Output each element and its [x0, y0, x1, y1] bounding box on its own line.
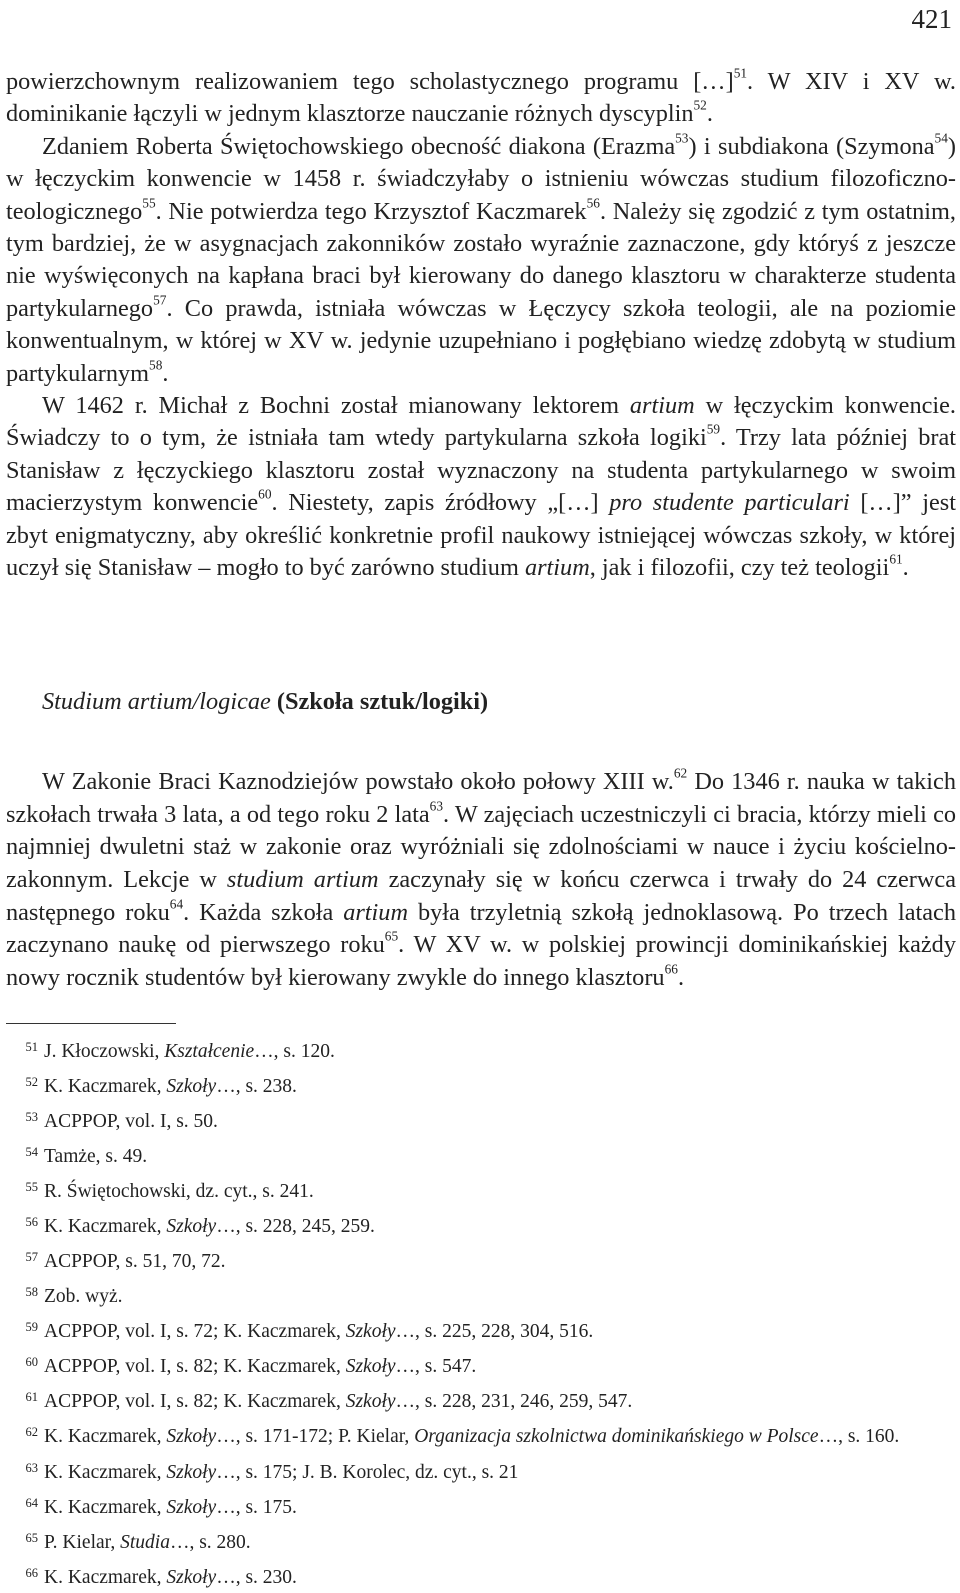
- text: Zdaniem Roberta Świętochowskiego obecność diakona (Erazma: [42, 132, 676, 160]
- footnote-italic: Szkoły: [345, 1356, 396, 1377]
- footnote-text: ACPPOP, vol. I, s. 72; K. Kaczmarek,: [44, 1321, 346, 1342]
- text: ) w łęczyckim konwencie w 1458 r. świadczyłaby o istnieniu wówczas studium filozoficzno-teologicznego: [6, 132, 956, 225]
- footnote-divider: [6, 1023, 176, 1024]
- footnote-text: …, s. 547.: [395, 1356, 477, 1377]
- footnote-ref[interactable]: 63: [429, 798, 444, 814]
- footnote-italic: Kształcenie: [164, 1041, 255, 1062]
- footnote-text: K. Kaczmarek,: [44, 1076, 167, 1097]
- footnote-number: 61: [25, 1390, 38, 1404]
- text: . Niestety, zapis źródłowy „[…]: [271, 489, 610, 517]
- footnote-ref[interactable]: 52: [693, 98, 707, 114]
- text: .: [677, 963, 685, 991]
- text: , jak i filozofii, czy też teologii: [589, 554, 890, 582]
- footnote-text: …, s. 230.: [216, 1566, 297, 1588]
- footnote-ref[interactable]: 59: [706, 422, 721, 438]
- footnote: [6, 1172, 956, 1207]
- text: była trzyletnią szkołą jednoklasową. Po trzech latach zaczynano naukę od pierwszego roku: [6, 898, 956, 959]
- footnote: [6, 1207, 956, 1242]
- footnote-text: …, s. 225, 228, 304, 516.: [395, 1321, 594, 1342]
- text: . W XIV i XV w. dominikanie łączyli w jednym klasztorze nauczanie różnych dyscyplin: [6, 68, 956, 128]
- footnote-text: K. Kaczmarek,: [44, 1216, 167, 1237]
- footnote-ref[interactable]: 56: [586, 195, 600, 211]
- footnote-number: 57: [25, 1250, 38, 1264]
- footnote-text: ACPPOP, vol. I, s. 50.: [44, 1111, 218, 1132]
- section-text: [6, 742, 956, 1019]
- footnote: [6, 1137, 956, 1172]
- text: . Nie potwierdza tego Krzysztof Kaczmarek: [155, 197, 587, 225]
- footnote-italic: Studia: [120, 1531, 170, 1553]
- footnote-ref[interactable]: 54: [934, 130, 948, 146]
- footnote-text: …, s. 228, 231, 246, 259, 547.: [395, 1391, 633, 1412]
- footnote: [6, 1032, 956, 1067]
- page-number: 421: [911, 4, 952, 34]
- footnote-ref[interactable]: 62: [673, 765, 688, 781]
- footnote-text: ACPPOP, s. 51, 70, 72.: [44, 1251, 226, 1272]
- italic-text: studium artium: [226, 866, 379, 894]
- text: powierzchownym realizowaniem tego scholastycznego programu […]: [6, 68, 734, 95]
- text: Do 1346 r. nauka w takich szkołach trwała 3 lata, a od tego roku 2 lata: [6, 768, 956, 828]
- footnote: [6, 1453, 956, 1488]
- footnote-text: R. Świętochowski, dz. cyt., s. 241.: [44, 1181, 314, 1202]
- paragraph-2: [6, 131, 956, 390]
- text: […]” jest zbyt enigmatyczny, aby określić konkretnie profil naukowy istniejącej wówczas szkoły, w której uczył się Stanisław – mogło to być zarówno studium: [6, 489, 956, 582]
- footnote-number: 53: [25, 1110, 38, 1124]
- footnote-text: K. Kaczmarek,: [44, 1426, 167, 1447]
- footnote-ref[interactable]: 58: [149, 357, 163, 373]
- footnote-italic: Szkoły: [345, 1391, 396, 1412]
- footnote-text: …, s. 175.: [216, 1496, 297, 1518]
- text: . Co prawda, istniała wówczas w Łęczycy szkoła teologii, ale na poziomie konwentualnym, w której w XV w. jedynie uzupełniano i pogłębiano wiedzę zdobytą w studium partykularnym: [6, 294, 956, 387]
- text: . Każda szkoła: [183, 898, 344, 926]
- paragraph-1: [6, 66, 956, 131]
- footnote: [6, 1347, 956, 1382]
- footnote-number: 56: [25, 1215, 38, 1229]
- footnote-text: ACPPOP, vol. I, s. 82; K. Kaczmarek,: [44, 1356, 346, 1377]
- footnote-number: 51: [25, 1040, 38, 1054]
- footnote-number: 65: [25, 1530, 38, 1545]
- main-text: [6, 66, 956, 585]
- footnote-text: P. Kielar,: [44, 1531, 121, 1553]
- text: ) i subdiakona (Szymona: [688, 132, 935, 160]
- footnote-text: K. Kaczmarek,: [44, 1461, 167, 1483]
- text: . Trzy lata później brat Stanisław z łęczyckiego klasztoru został wyznaczony na studenta partykularnego w swoim macierzystym konwencie: [6, 424, 956, 517]
- footnote-italic: Szkoły: [166, 1076, 217, 1097]
- footnote-text: …, s. 120.: [254, 1041, 335, 1062]
- footnote: [6, 1417, 956, 1453]
- footnote: [6, 1102, 956, 1137]
- italic-text: artium: [524, 554, 590, 582]
- footnote-number: 54: [25, 1145, 38, 1159]
- text: .: [902, 554, 909, 582]
- footnote-number: 66: [25, 1565, 38, 1580]
- footnote-text: J. Kłoczowski,: [44, 1041, 165, 1062]
- footnote: [6, 1523, 956, 1558]
- footnote-italic: Szkoły: [166, 1566, 217, 1588]
- footnote-ref[interactable]: 55: [142, 195, 156, 211]
- footnotes: [6, 1032, 956, 1593]
- footnote-text: K. Kaczmarek,: [44, 1496, 167, 1518]
- footnote-text: K. Kaczmarek,: [44, 1566, 167, 1588]
- footnote-italic: Szkoły: [345, 1321, 396, 1342]
- footnote-text: …, s. 160.: [818, 1426, 900, 1447]
- footnote: [6, 1242, 956, 1277]
- footnote-italic: Szkoły: [166, 1461, 217, 1483]
- text: .: [162, 359, 169, 387]
- footnote-ref[interactable]: 57: [153, 292, 167, 308]
- footnote-number: 62: [25, 1425, 38, 1439]
- footnote-number: 58: [25, 1285, 38, 1299]
- footnote: [6, 1382, 956, 1417]
- footnote-italic: Szkoły: [166, 1426, 217, 1447]
- footnote: [6, 1312, 956, 1347]
- footnote-number: 59: [25, 1320, 38, 1334]
- footnote: [6, 1067, 956, 1102]
- footnote-ref[interactable]: 66: [664, 961, 678, 977]
- text: . W XV w. w polskiej prowincji dominikańskiej każdy nowy rocznik studentów był kierowany zwykle do innego klasztoru: [6, 931, 956, 991]
- footnote-number: 64: [25, 1495, 38, 1510]
- footnote-ref[interactable]: 64: [169, 896, 184, 912]
- footnote-text: Zob. wyż.: [44, 1286, 123, 1307]
- footnote-text: …, s. 175; J. B. Korolec, dz. cyt., s. 21: [216, 1461, 519, 1483]
- footnote-number: 60: [25, 1355, 38, 1369]
- text: zaczynały się w końcu czerwca i trwały do 24 czerwca następnego roku: [6, 866, 956, 926]
- footnote-ref[interactable]: 60: [258, 486, 272, 502]
- footnote-number: 52: [25, 1075, 38, 1089]
- italic-text: pro studente particulari: [609, 489, 850, 517]
- text: W 1462 r. Michał z Bochni został mianowany lektorem: [42, 392, 630, 420]
- footnote-ref[interactable]: 53: [675, 130, 689, 146]
- footnote-text: …, s. 171-172; P. Kielar,: [216, 1426, 415, 1447]
- footnote: [6, 1488, 956, 1523]
- footnote-text: …, s. 280.: [169, 1531, 251, 1553]
- footnote-text: Tamże, s. 49.: [44, 1146, 148, 1167]
- footnote-text: ACPPOP, vol. I, s. 82; K. Kaczmarek,: [44, 1391, 346, 1412]
- text: w łęczyckim konwencie. Świadczy to o tym, że istniała tam wtedy partykularna szkoła logiki: [6, 392, 956, 452]
- heading-bold: (Szkoła sztuk/logiki): [270, 688, 489, 715]
- footnote-ref[interactable]: 61: [889, 551, 903, 567]
- footnote: [6, 1558, 956, 1593]
- italic-text: artium: [343, 898, 409, 926]
- footnote-ref[interactable]: 65: [384, 928, 399, 944]
- italic-text: artium: [629, 392, 695, 420]
- paragraph-4: [6, 766, 956, 994]
- footnote-ref[interactable]: 51: [733, 65, 748, 81]
- text: . Należy się zgodzić z tym ostatnim, tym bardziej, że w asygnacjach zakonników zostało wyraźnie zaznaczone, gdy któryś z jeszcze nie wyświęconych na kapłana braci był kierowany do danego klasztoru w charakterze studenta partykularnego: [6, 197, 957, 322]
- text: .: [706, 100, 713, 128]
- footnote-text: …, s. 228, 245, 259.: [216, 1216, 375, 1237]
- text: . W zajęciach uczestniczyli ci bracia, którzy mieli co najmniej dwuletni staż w zakonie oraz wyróżniali się zdolnościami w nauce i życiu kościelno-zakonnym. Lekcje w: [6, 800, 956, 894]
- footnote: [6, 1277, 956, 1312]
- footnote-number: 55: [25, 1180, 38, 1194]
- section-heading: [42, 686, 488, 718]
- heading-italic: Studium artium/logicae: [42, 688, 271, 715]
- footnote-italic: Organizacja szkolnictwa dominikańskiego w Polsce: [414, 1426, 819, 1447]
- paragraph-3: [6, 390, 956, 584]
- footnote-text: …, s. 238.: [216, 1076, 297, 1097]
- footnote-italic: Szkoły: [166, 1216, 217, 1237]
- footnote-italic: Szkoły: [166, 1496, 217, 1518]
- footnote-number: 63: [25, 1460, 38, 1475]
- text: W Zakonie Braci Kaznodziejów powstało około połowy XIII w.: [42, 768, 674, 796]
